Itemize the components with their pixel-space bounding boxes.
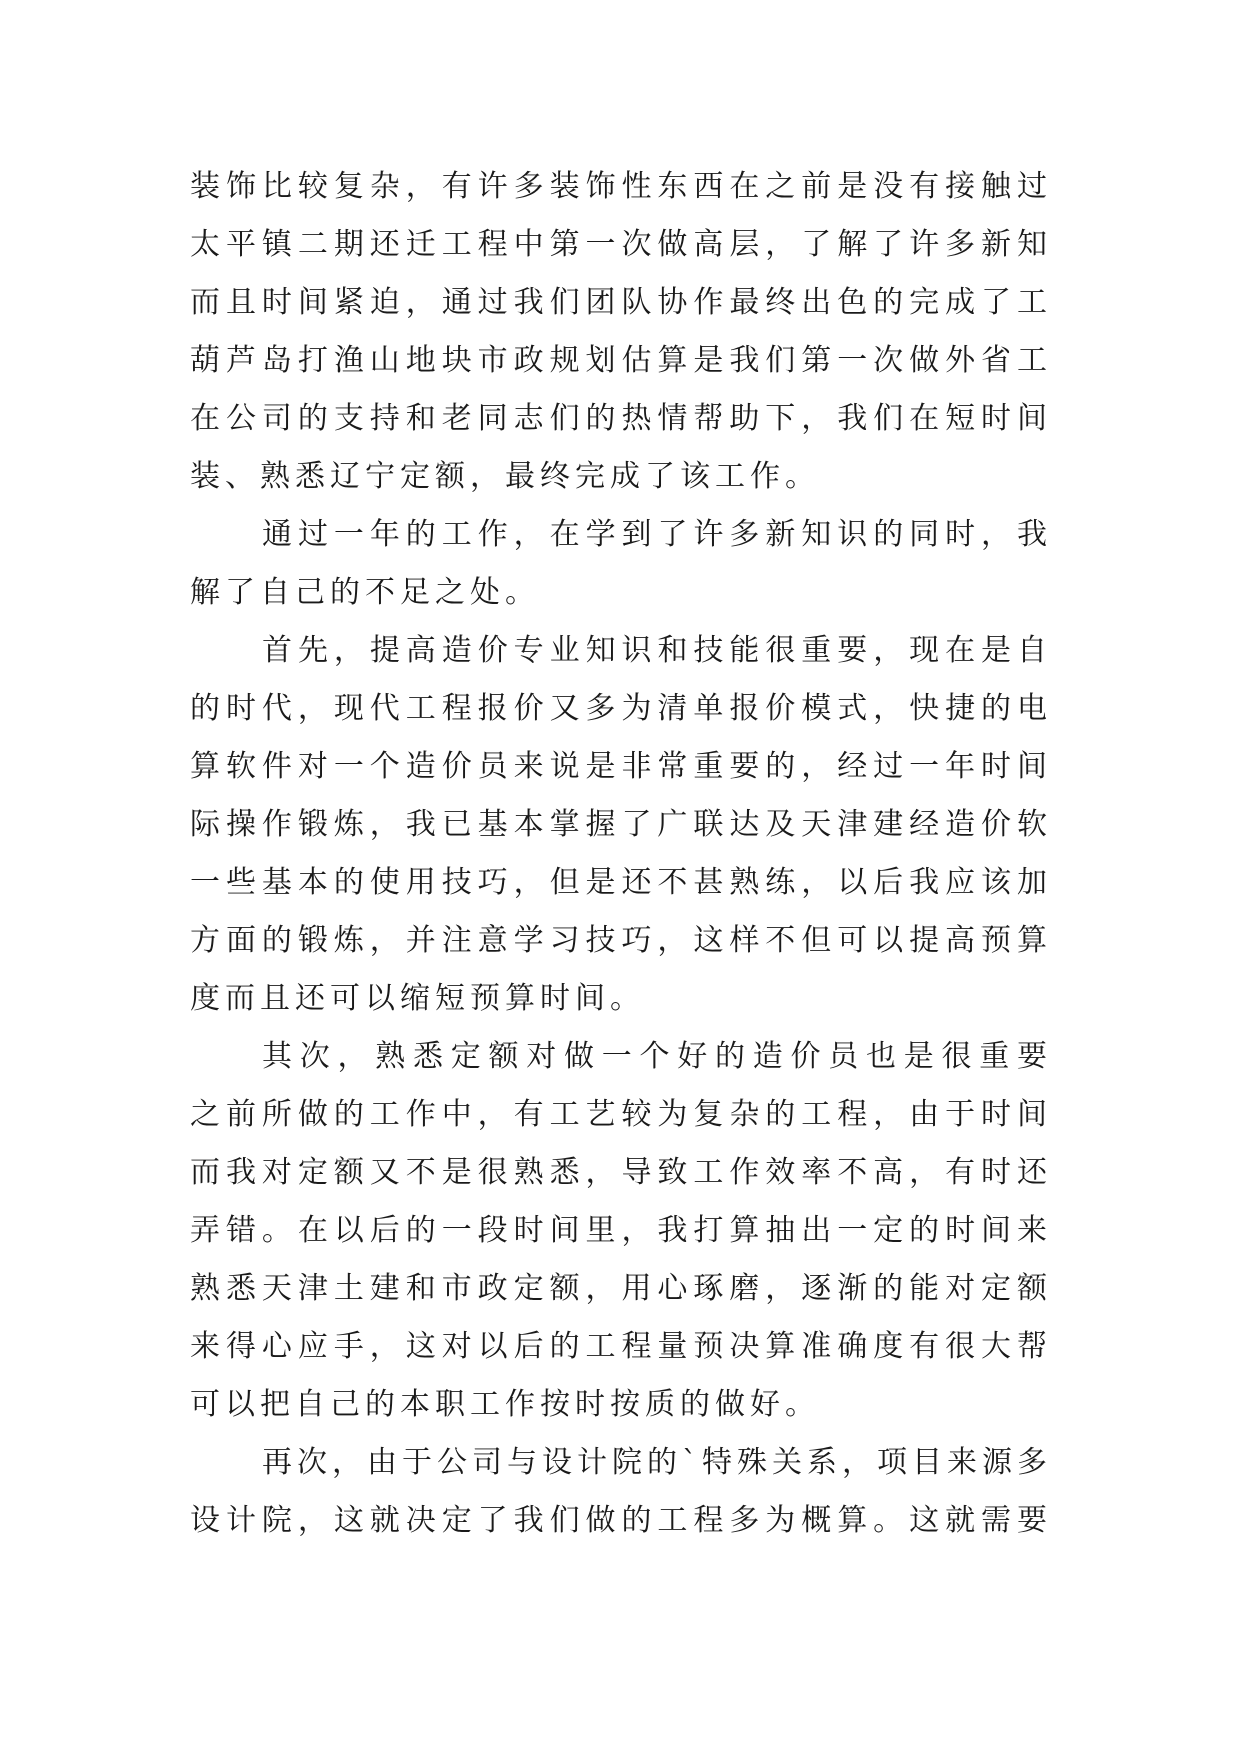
- text-line: 弄错。在以后的一段时间里，我打算抽出一定的时间来: [190, 1213, 1052, 1248]
- text-line: 在公司的支持和老同志们的热情帮助下，我们在短时间: [190, 401, 1052, 436]
- text-line: 装、熟悉辽宁定额，最终完成了该工作。: [190, 459, 820, 494]
- text-line: 葫芦岛打渔山地块市政规划估算是我们第一次做外省工: [190, 343, 1052, 378]
- text-line: 之前所做的工作中，有工艺较为复杂的工程，由于时间: [190, 1097, 1052, 1132]
- text-line: 算软件对一个造价员来说是非常重要的，经过一年时间: [190, 749, 1052, 784]
- text-line: 设计院，这就决定了我们做的工程多为概算。这就需要: [190, 1503, 1052, 1538]
- text-line: 的时代，现代工程报价又多为清单报价模式，快捷的电: [190, 691, 1052, 726]
- text-line: 解了自己的不足之处。: [190, 575, 540, 610]
- text-line: 装饰比较复杂，有许多装饰性东西在之前是没有接触过: [190, 169, 1052, 204]
- text-line: 通过一年的工作，在学到了许多新知识的同时，我: [262, 517, 1052, 552]
- text-line: 而我对定额又不是很熟悉，导致工作效率不高，有时还: [190, 1155, 1052, 1190]
- text-line: 再次，由于公司与设计院的`特殊关系，项目来源多: [262, 1445, 1052, 1480]
- text-line: 首先，提高造价专业知识和技能很重要，现在是自: [262, 633, 1052, 668]
- text-line: 际操作锻炼，我已基本掌握了广联达及天津建经造价软: [190, 807, 1052, 842]
- text-line: 方面的锻炼，并注意学习技巧，这样不但可以提高预算: [190, 923, 1052, 958]
- text-line: 其次，熟悉定额对做一个好的造价员也是很重要: [262, 1039, 1052, 1074]
- text-line: 来得心应手，这对以后的工程量预决算准确度有很大帮: [190, 1329, 1052, 1364]
- text-line: 度而且还可以缩短预算时间。: [190, 981, 645, 1016]
- text-line: 可以把自己的本职工作按时按质的做好。: [190, 1387, 820, 1422]
- text-line: 一些基本的使用技巧，但是还不甚熟练，以后我应该加: [190, 865, 1052, 900]
- text-line: 太平镇二期还迁工程中第一次做高层，了解了许多新知: [190, 227, 1052, 262]
- text-line: 熟悉天津土建和市政定额，用心琢磨，逐渐的能对定额: [190, 1271, 1052, 1306]
- text-line: 而且时间紧迫，通过我们团队协作最终出色的完成了工: [190, 285, 1052, 320]
- body-text: [190, 158, 1052, 1550]
